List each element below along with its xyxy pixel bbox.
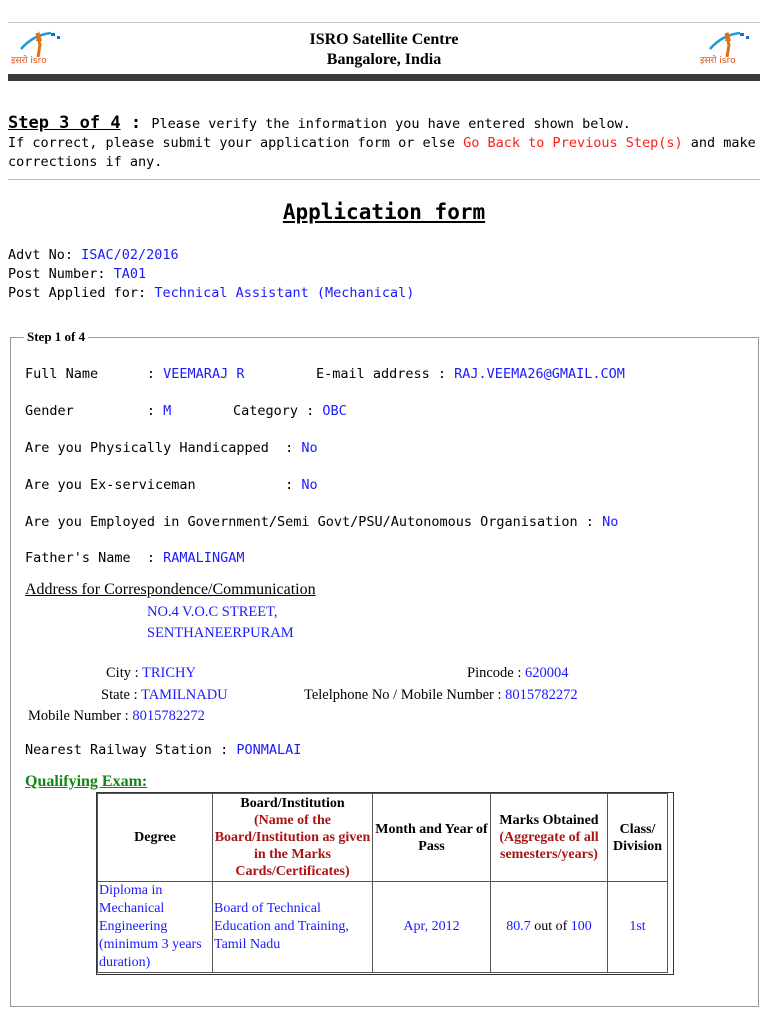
header-title-line1: ISRO Satellite Centre: [309, 31, 459, 48]
pincode-label: Pincode :: [467, 665, 525, 681]
marks-out-of: out of: [530, 919, 571, 934]
railway-row: [25, 742, 301, 758]
form-title: Application form: [282, 200, 486, 224]
step-text1: Please verify the information you have entered shown below.: [151, 116, 631, 132]
divider: [8, 179, 760, 180]
applied-row: [8, 284, 414, 303]
cell-board: Board of Technical Education and Training, Tamil Nadu: [213, 882, 373, 973]
cell-month: Apr, 2012: [373, 882, 491, 973]
post-label: Post Number:: [8, 266, 114, 282]
fieldset-legend: Step 1 of 4: [24, 329, 88, 345]
phone-row: [304, 687, 578, 704]
ph-label: Are you Physically Handicapped :: [25, 440, 302, 456]
employed-row: [25, 514, 618, 530]
ex-label: Are you Ex-serviceman :: [25, 477, 302, 493]
qualifying-exam-heading: Qualifying Exam:: [25, 773, 148, 790]
header-title: [8, 30, 760, 70]
page-header: [8, 22, 760, 75]
full-name-value: VEEMARAJ R: [163, 366, 245, 382]
employed-value: No: [602, 514, 619, 530]
city-row: [106, 665, 196, 682]
category-value: OBC: [322, 403, 347, 419]
phone-label: Telelphone No / Mobile Number :: [304, 687, 506, 703]
step-heading: Step 3 of 4: [8, 113, 121, 133]
advt-label: Advt No:: [8, 247, 82, 263]
header-board-note: (Name of the Board/Institution as given in the Marks Cards/Certificates): [214, 813, 371, 879]
step-instructions: [8, 114, 760, 172]
employed-label: Are you Employed in Government/Semi Govt/PSU/Autonomous Organisation :: [25, 514, 603, 530]
cell-marks: [491, 882, 608, 973]
marks-value: 80.7: [506, 919, 531, 934]
table-row: [98, 882, 668, 973]
email-value: RAJ.VEEMA26@GMAIL.COM: [454, 366, 625, 382]
gender-value: M: [163, 403, 172, 419]
advertisement-info: [8, 246, 414, 303]
cell-class: 1st: [608, 882, 668, 973]
marks-total: 100: [570, 919, 592, 934]
post-value: TA01: [113, 266, 147, 282]
advt-row: [8, 246, 414, 265]
physically-handicapped-row: [25, 440, 318, 456]
pincode-row: [467, 665, 569, 682]
header-board: [213, 794, 373, 882]
father-label: Father's Name :: [25, 550, 164, 566]
mobile-value: 8015782272: [132, 708, 205, 724]
cell-degree: Diploma in Mechanical Engineering (minimum 3 years duration): [98, 882, 213, 973]
category-label: Category :: [233, 403, 323, 419]
email-row: [316, 366, 625, 382]
isro-logo-right: [700, 27, 756, 67]
header-board-title: Board/Institution: [240, 796, 345, 811]
header-marks-note: (Aggregate of all semesters/years): [499, 830, 599, 862]
advt-value: ISAC/02/2016: [81, 247, 179, 263]
full-name-row: [25, 366, 244, 382]
post-row: [8, 265, 414, 284]
header-degree: Degree: [98, 794, 213, 882]
go-back-link[interactable]: Go Back to Previous Step(s): [463, 135, 683, 151]
mobile-row: [28, 708, 205, 725]
ex-value: No: [301, 477, 318, 493]
step-text3: and make corrections if any.: [8, 135, 756, 170]
railway-label: Nearest Railway Station :: [25, 742, 237, 758]
logo-text-right: इसरो isro: [700, 56, 736, 66]
father-value: RAMALINGAM: [163, 550, 245, 566]
state-value: TAMILNADU: [141, 687, 228, 703]
step-colon: :: [120, 113, 152, 133]
gender-row: [25, 403, 171, 419]
full-name-label: Full Name :: [25, 366, 164, 382]
logo-text-left: इसरो isro: [11, 56, 47, 66]
address-heading: Address for Correspondence/Communication: [25, 581, 316, 598]
city-value: TRICHY: [142, 665, 196, 681]
father-row: [25, 550, 244, 566]
applied-label: Post Applied for:: [8, 285, 155, 301]
header-title-line2: Bangalore, India: [326, 51, 442, 68]
address-line1: NO.4 V.O.C STREET,: [147, 604, 278, 620]
table-header-row: [98, 794, 668, 882]
address-line2: SENTHANEERPURAM: [147, 625, 294, 641]
gender-label: Gender :: [25, 403, 164, 419]
applied-value: Technical Assistant (Mechanical): [154, 285, 415, 301]
state-row: [101, 687, 228, 704]
mobile-label: Mobile Number :: [28, 708, 133, 724]
city-label: City :: [106, 665, 142, 681]
ex-serviceman-row: [25, 477, 318, 493]
phone-value: 8015782272: [505, 687, 578, 703]
header-class: Class/ Division: [608, 794, 668, 882]
qualifying-exam-table: [97, 793, 668, 973]
pincode-value: 620004: [525, 665, 569, 681]
isro-logo-left: [11, 27, 67, 67]
email-label: E-mail address :: [316, 366, 455, 382]
category-row: [233, 403, 347, 419]
state-label: State :: [101, 687, 142, 703]
header-bar: [8, 74, 760, 81]
header-marks-title: Marks Obtained: [499, 813, 599, 828]
header-marks: [491, 794, 608, 882]
header-month: Month and Year of Pass: [373, 794, 491, 882]
railway-value: PONMALAI: [236, 742, 302, 758]
ph-value: No: [301, 440, 318, 456]
step-text2: If correct, please submit your application form or else: [8, 135, 464, 151]
